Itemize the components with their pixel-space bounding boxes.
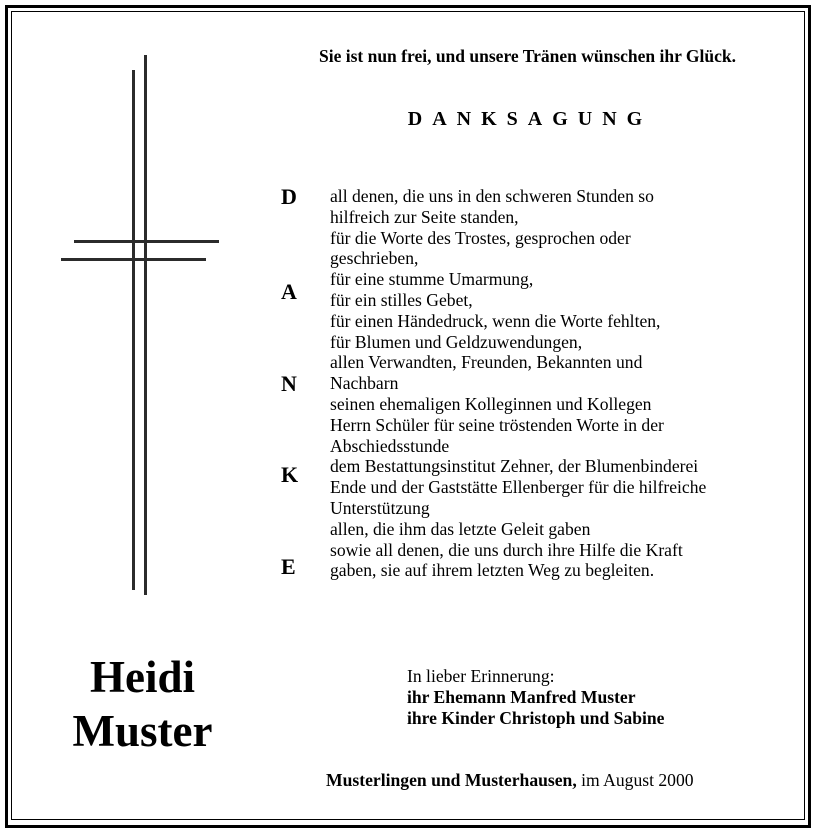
thanks-line: gaben, sie auf ihrem letzten Weg zu begleiten.: [330, 560, 655, 581]
thanks-line: geschrieben,: [330, 248, 419, 269]
page-title: DANKSAGUNG: [407, 108, 653, 130]
thanks-line: für die Worte des Trostes, gesprochen oder: [330, 227, 631, 248]
place-names: Musterlingen und Musterhausen,: [326, 770, 577, 790]
thanks-line: Herrn Schüler für seine tröstenden Worte in der: [330, 414, 664, 435]
thanks-line: allen, die ihm das letzte Geleit gaben: [330, 518, 591, 539]
cross-horizontal-bar-bottom: [61, 258, 206, 261]
deceased-name: [40, 650, 245, 758]
cross-horizontal-bar-top: [74, 240, 219, 243]
acrostic-letter-n: N: [281, 371, 297, 396]
thanks-line: für eine stumme Umarmung,: [330, 269, 534, 290]
acrostic-letter-a: A: [281, 279, 297, 304]
thanks-line: Unterstützung: [330, 497, 430, 518]
thanks-line: Nachbarn: [330, 373, 399, 394]
thanks-line: für Blumen und Geldzuwendungen,: [330, 331, 583, 352]
memory-children: ihre Kinder Christoph und Sabine: [407, 707, 665, 728]
thanks-line: Abschiedsstunde: [330, 435, 450, 456]
place-date-line: [326, 770, 694, 791]
memory-intro: In lieber Erinnerung:: [407, 666, 555, 686]
thanks-line: Ende und der Gaststätte Ellenberger für die hilfreiche: [330, 477, 707, 498]
thanks-line: hilfreich zur Seite standen,: [330, 206, 519, 227]
deceased-last-name: Muster: [72, 706, 213, 756]
thanks-line: seinen ehemaligen Kolleginnen und Kollegen: [330, 393, 652, 414]
thanks-line: all denen, die uns in den schweren Stunden so: [330, 186, 654, 206]
motto-quote: Sie ist nun frei, und unsere Tränen wünschen ihr Glück.: [318, 46, 737, 66]
thanks-text: [330, 186, 800, 581]
cross-symbol: [55, 50, 225, 600]
cross-vertical-bar-left: [132, 70, 135, 590]
acrostic-letter-k: K: [281, 462, 299, 487]
date-text: im August 2000: [581, 770, 694, 790]
acrostic-letter-e: E: [281, 554, 296, 579]
thanks-line: dem Bestattungsinstitut Zehner, der Blumenbinderei: [330, 456, 699, 477]
memory-husband: ihr Ehemann Manfred Muster: [407, 686, 636, 707]
deceased-first-name: Heidi: [89, 652, 195, 702]
thanks-line: für ein stilles Gebet,: [330, 289, 473, 310]
thanks-line: allen Verwandten, Freunden, Bekannten und: [330, 352, 643, 373]
thanks-line: sowie all denen, die uns durch ihre Hilfe die Kraft: [330, 539, 683, 560]
acrostic-letter-d: D: [281, 184, 297, 209]
memory-block: [407, 666, 664, 728]
thanks-line: für einen Händedruck, wenn die Worte fehlten,: [330, 310, 661, 331]
cross-vertical-bar-right: [144, 55, 147, 595]
